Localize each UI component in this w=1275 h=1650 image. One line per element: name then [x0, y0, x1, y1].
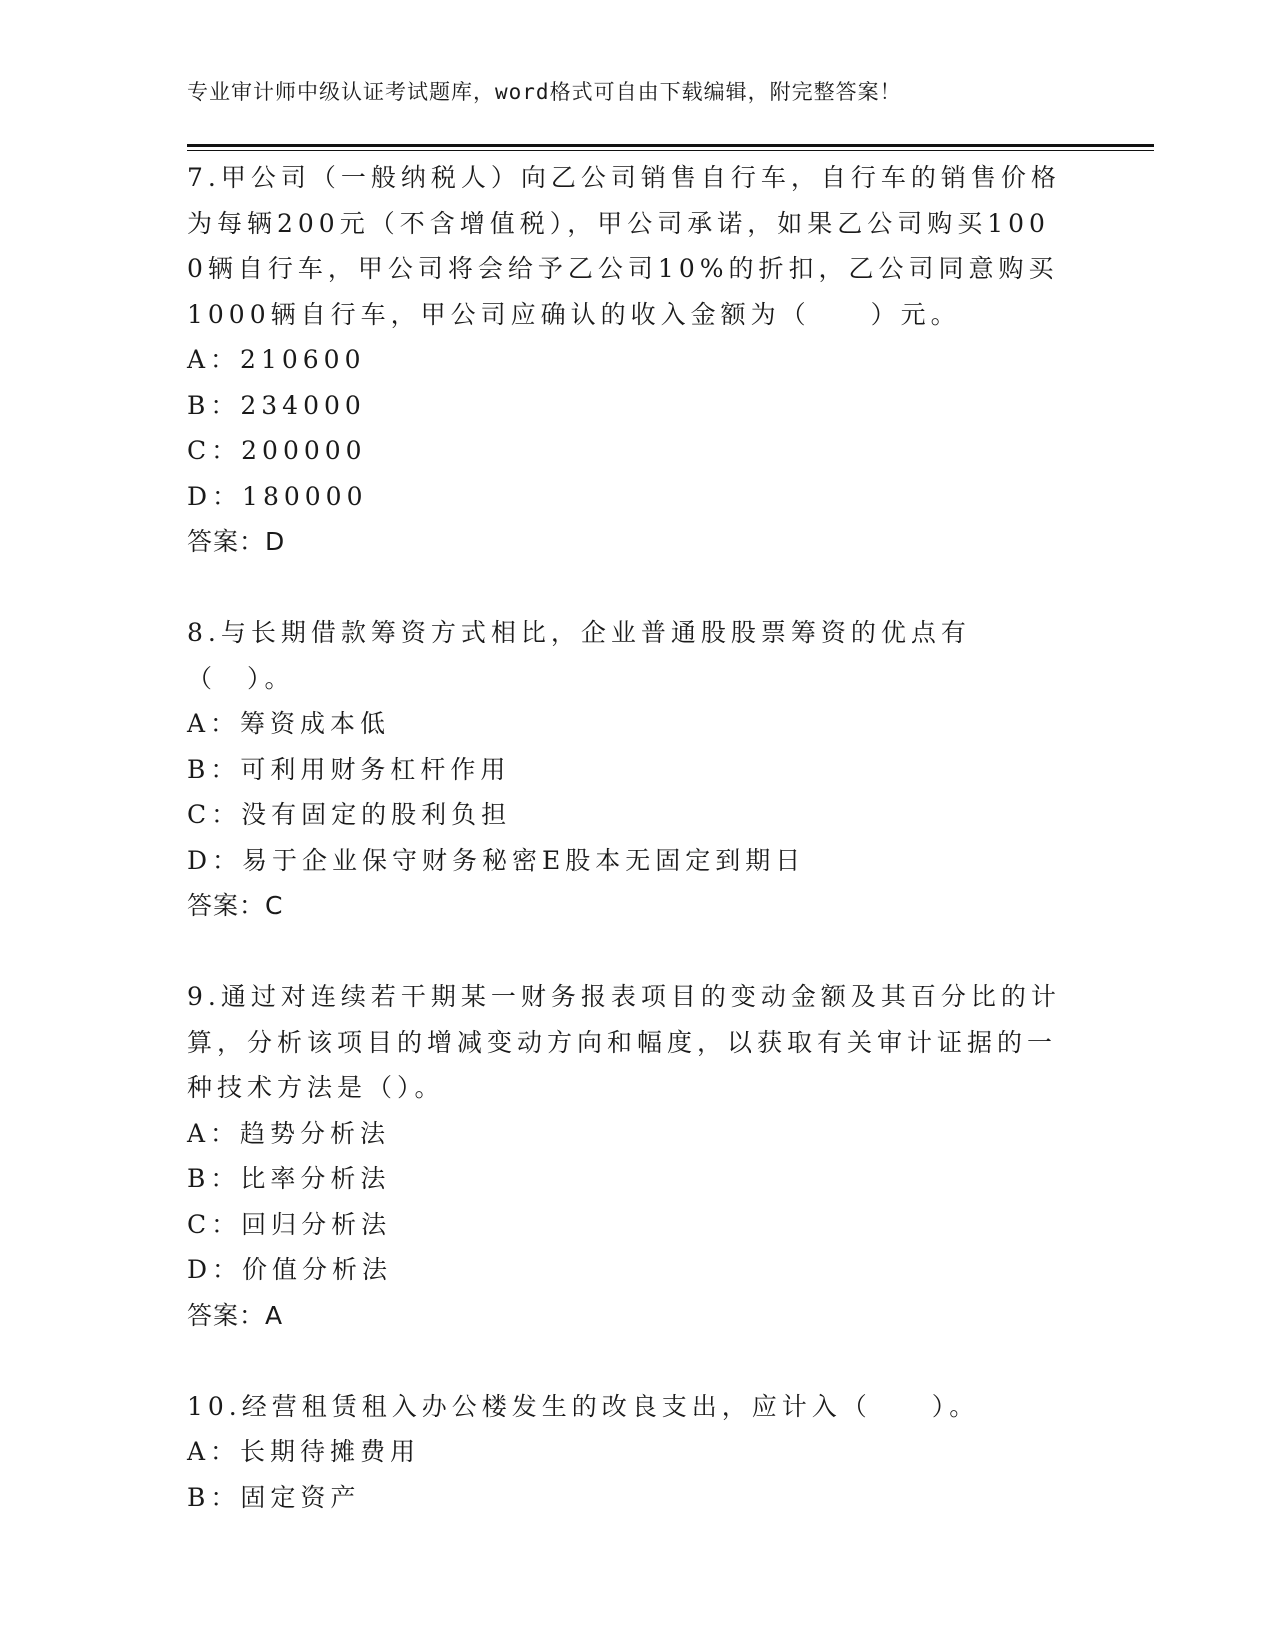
- answer-line: 答案：A: [187, 1300, 284, 1330]
- option-d: D：价值分析法: [187, 1255, 393, 1284]
- question-list: [187, 155, 1067, 1520]
- spacer: [187, 1338, 1067, 1384]
- spacer: [187, 929, 1067, 975]
- question-10: [187, 1384, 1067, 1521]
- page-header: 专业审计师中级认证考试题库，word格式可自由下载编辑，附完整答案！: [187, 80, 902, 104]
- question-text: 8.与长期借款筹资方式相比，企业普通股股票筹资的优点有（ ）。: [187, 618, 971, 693]
- option-a: A：210600: [187, 345, 366, 374]
- question-text: 10.经营租赁租入办公楼发生的改良支出，应计入（ ）。: [187, 1391, 980, 1421]
- option-b: B：比率分析法: [187, 1164, 391, 1193]
- question-9: [187, 974, 1067, 1338]
- option-d: D：易于企业保守财务秘密E股本无固定到期日: [187, 845, 806, 875]
- spacer: [187, 565, 1067, 611]
- option-a: A：筹资成本低: [187, 709, 391, 738]
- question-text: 9.通过对连续若干期某一财务报表项目的变动金额及其百分比的计算，分析该项目的增减变动方向和幅度，以获取有关审计证据的一种技术方法是（）。: [187, 982, 1061, 1102]
- option-d: D：180000: [187, 481, 368, 511]
- option-b: B：可利用财务杠杆作用: [187, 754, 511, 784]
- option-b: B：234000: [187, 390, 366, 420]
- answer-line: 答案：D: [187, 527, 286, 556]
- option-c: C：200000: [187, 436, 367, 465]
- question-text: 7.甲公司（一般纳税人）向乙公司销售自行车，自行车的销售价格为每辆200元（不含增值税），甲公司承诺，如果乙公司购买1000辆自行车，甲公司将会给予乙公司10%的折扣，乙公司同意购买1000辆自行车，甲公司应确认的收入金额为（ ）元。: [187, 163, 1061, 329]
- option-a: A：长期待摊费用: [187, 1437, 421, 1466]
- header-rule-thick: [187, 144, 1154, 147]
- option-c: C：回归分析法: [187, 1209, 392, 1239]
- option-c: C：没有固定的股利负担: [187, 800, 512, 829]
- answer-line: 答案：C: [187, 891, 284, 920]
- option-b: B：固定资产: [187, 1482, 361, 1512]
- option-a: A：趋势分析法: [187, 1118, 391, 1148]
- question-7: [187, 155, 1067, 565]
- question-8: [187, 610, 1067, 929]
- header-rule-thin: [187, 150, 1154, 151]
